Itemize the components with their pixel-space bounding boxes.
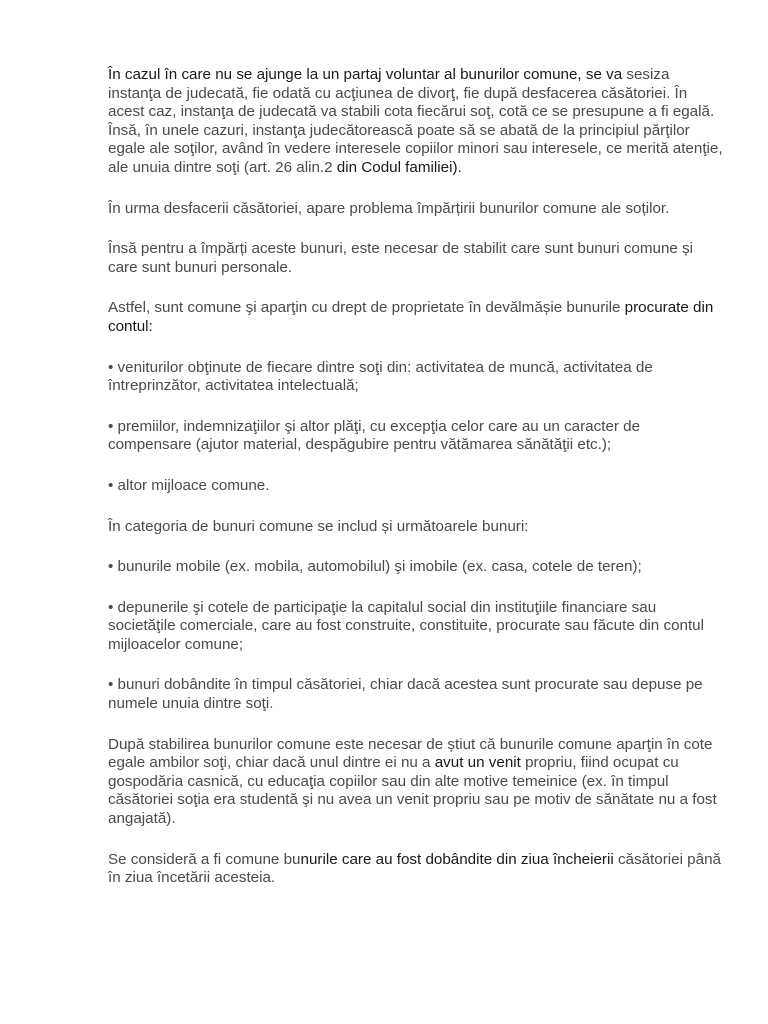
text-segment: • veniturilor obţinute de fiecare dintre soţi din: activitatea de muncă, activitatea de întreprinzător, activitatea intelectuală; [108, 358, 653, 395]
text-segment: În categoria de bunuri comune se includ și următoarele bunuri: [108, 517, 529, 535]
list-item-venituri [108, 359, 726, 396]
text-segment: După stabilirea bunurilor comune este necesar de știut că bunurile comune aparţin în cote egale ambilor soţi, chiar dacă unul dintre ei nu a [108, 735, 713, 772]
text-segment: avut un venit [434, 754, 521, 772]
text-segment: Astfel, sunt comune şi aparţin cu drept de proprietate în devălmășie bunurile [108, 299, 625, 317]
paragraph-categoria-bunuri [108, 518, 726, 537]
text-segment: • depunerile şi cotele de participaţie la capitalul social din instituţiile financiare sau societăţile comerciale, care au fost construite, constituite, procurate sau făcute din contul mijloacelor comune; [108, 598, 704, 653]
list-item-mobile-imobile [108, 558, 726, 577]
text-segment: căsătoriei până în ziua încetării acesteia. [108, 850, 721, 887]
text-segment: • bunuri dobândite în timpul căsătoriei, chiar dacă acestea sunt procurate sau depuse pe numele unuia dintre soţi. [108, 676, 703, 713]
text-segment: În cazul în care nu se ajunge la un partaj voluntar al bunurilor comune, se va [108, 66, 623, 83]
list-item-premii [108, 418, 726, 455]
text-segment: sesiza instanţa de judecată, fie odată cu acţiunea de divorţ, fie după desfacerea căsătoriei. În acest caz, instanţa de judecată va stabili cota fiecărui soţ, cotă ce se presupune a fi egală. Însă, în unele cazuri, instanţa judecătorească poate să se abată de la principiul părţilor egale ale soţilor, având în vedere interesele copiilor minori sau interesele, ce merită atenţie, ale unuia dintre soţi (art. 26 alin.2 [108, 66, 723, 176]
text-segment: • altor mijloace comune. [108, 476, 270, 494]
list-item-bunuri-dobandite [108, 676, 726, 713]
paragraph-bunuri-comune-personale [108, 240, 726, 277]
paragraph-partaj-judiciar [108, 66, 726, 178]
text-segment: • premiilor, indemnizaţiilor şi altor plăţi, cu excepţia celor care au un caracter de compensare (ajutor material, despăgubire pentru vătămarea sănătăţii etc.); [108, 417, 641, 454]
paragraph-devalmasie-intro [108, 299, 726, 336]
text-segment: Însă pentru a împărți aceste bunuri, este necesar de stabilit care sunt bunuri comune și care sunt bunuri personale. [108, 240, 694, 276]
list-item-depuneri [108, 599, 726, 655]
text-segment: În urma desfacerii căsătoriei, apare problema împărțirii bunurilor comune ale soților. [108, 199, 670, 217]
text-segment: Se consideră a fi comune bu [108, 850, 301, 868]
text-segment: propriu, fiind ocupat cu gospodăria casnică, cu educaţia copiilor sau din alte motive temeinice (ex. în timpul căsătoriei soţia era studentă şi nu avea un venit propriu sau pe motiv de sănătate nu a fost angajată). [108, 754, 717, 828]
document-body [108, 66, 726, 910]
text-segment: • bunurile mobile (ex. mobila, automobilul) şi imobile (ex. casa, cotele de teren); [108, 558, 642, 576]
text-segment: procurate din contul: [108, 299, 714, 335]
text-segment: nurile care au fost dobândite din ziua încheierii [300, 850, 614, 868]
paragraph-cote-egale [108, 736, 726, 829]
paragraph-problema-impartirii [108, 200, 726, 219]
text-segment: din Codul familiei). [332, 158, 462, 176]
paragraph-durata-comunitate [108, 851, 726, 888]
list-item-alte-mijloace [108, 477, 726, 496]
